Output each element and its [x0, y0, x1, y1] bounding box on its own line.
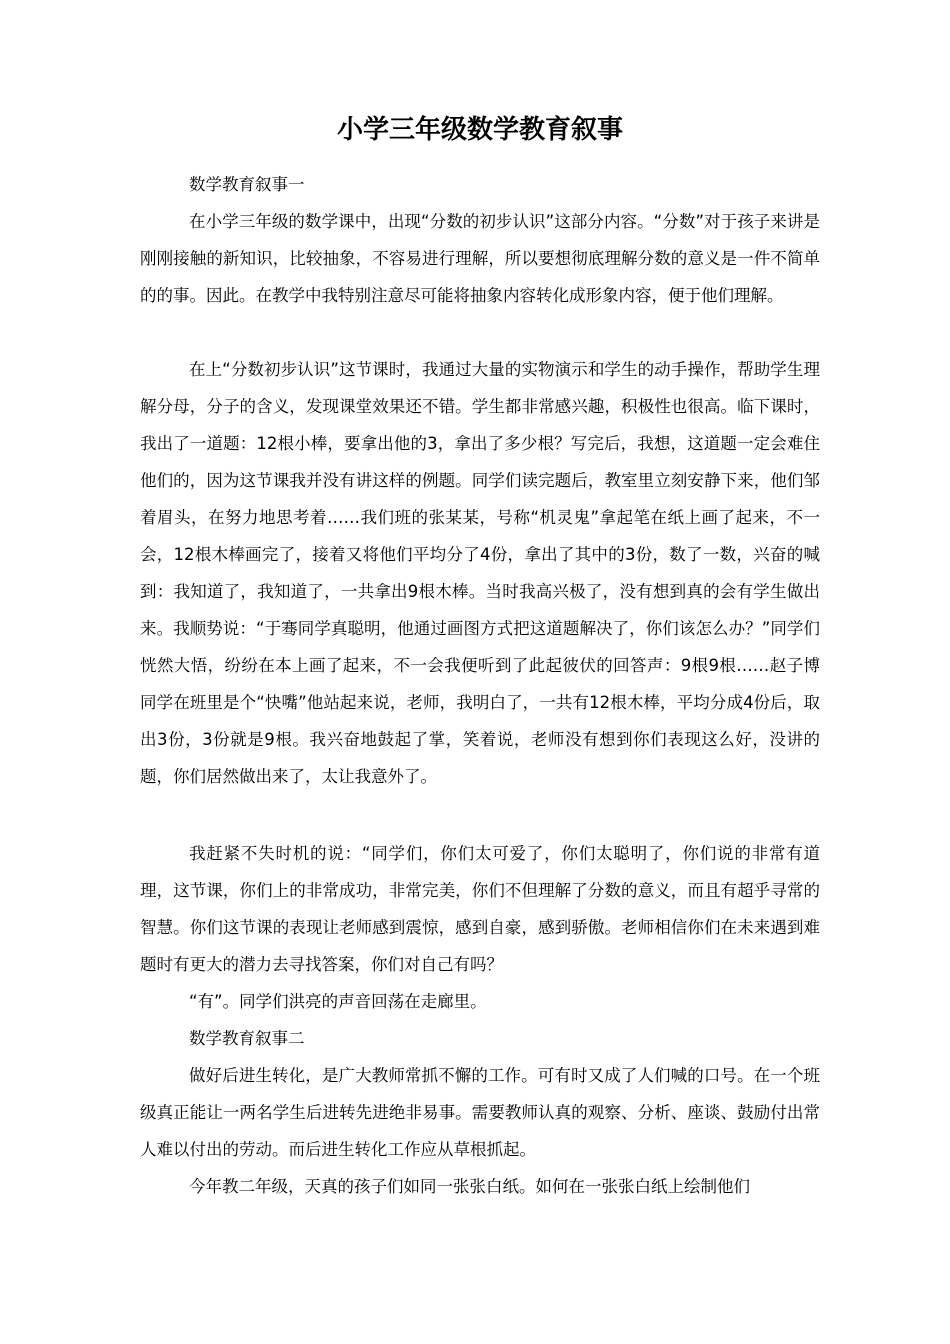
section-heading-1: 数学教育叙事一: [189, 175, 305, 194]
paragraph: “有”。同学们洪亮的声音回荡在走廊里。: [189, 992, 487, 1011]
document-title: 小学三年级数学教育叙事: [336, 115, 623, 145]
paragraph: 我赶紧不失时机的说：“同学们，你们太可爱了，你们太聪明了，你们说的非常有道理，这节课，你们上的非常成功，非常完美，你们不但理解了分数的意义，而且有超乎寻常的智慧。你们这节课的表现让老师感到震惊，感到自豪，感到骄傲。老师相信你们在未来遇到难题时有更大的潜力去寻找答案，你们对自己有吗？: [140, 844, 820, 974]
paragraph: 在小学三年级的数学课中，出现“分数的初步认识”这部分内容。“分数”对于孩子来讲是刚刚接触的新知识，比较抽象，不容易进行理解，所以要想彻底理解分数的意义是一件不简单的的事。因此。在教学中我特别注意尽可能将抽象内容转化成形象内容，便于他们理解。: [140, 212, 820, 305]
section-heading-2: 数学教育叙事二: [189, 1029, 305, 1048]
paragraph: 在上“分数初步认识”这节课时，我通过大量的实物演示和学生的动手操作，帮助学生理解分母，分子的含义，发现课堂效果还不错。学生都非常感兴趣，积极性也很高。临下课时，我出了一道题：12根小棒，要拿出他的3，拿出了多少根？写完后，我想，这道题一定会难住他们的，因为这节课我并没有讲这样的例题。同学们读完题后，教室里立刻安静下来，他们邹着眉头，在努力地思考着……我们班的张某某，号称“机灵鬼”拿起笔在纸上画了起来，不一会，12根木棒画完了，接着又将他们平均分了4份，拿出了其中的3份，数了一数，兴奋的喊到：我知道了，我知道了，一共拿出9根木棒。当时我高兴极了，没有想到真的会有学生做出来。我顺势说：“于骞同学真聪明，他通过画图方式把这道题解决了，你们该怎么办？”同学们恍然大悟，纷纷在本上画了起来，不一会我便听到了此起彼伏的回答声：9根9根……赵子博同学在班里是个“快嘴”他站起来说，老师，我明白了，一共有12根木棒，平均分成4份后，取出3份，3份就是9根。我兴奋地鼓起了掌，笑着说，老师没有想到你们表现这么好，没讲的题，你们居然做出来了，太让我意外了。: [140, 360, 820, 786]
paragraph: 做好后进生转化，是广大教师常抓不懈的工作。可有时又成了人们喊的口号。在一个班级真正能让一两名学生后进转先进绝非易事。需要教师认真的观察、分析、座谈、鼓励付出常人难以付出的劳动。而后进生转化工作应从草根抓起。: [140, 1066, 820, 1159]
paragraph: 今年教二年级，天真的孩子们如同一张张白纸。如何在一张张白纸上绘制他们: [189, 1177, 750, 1196]
